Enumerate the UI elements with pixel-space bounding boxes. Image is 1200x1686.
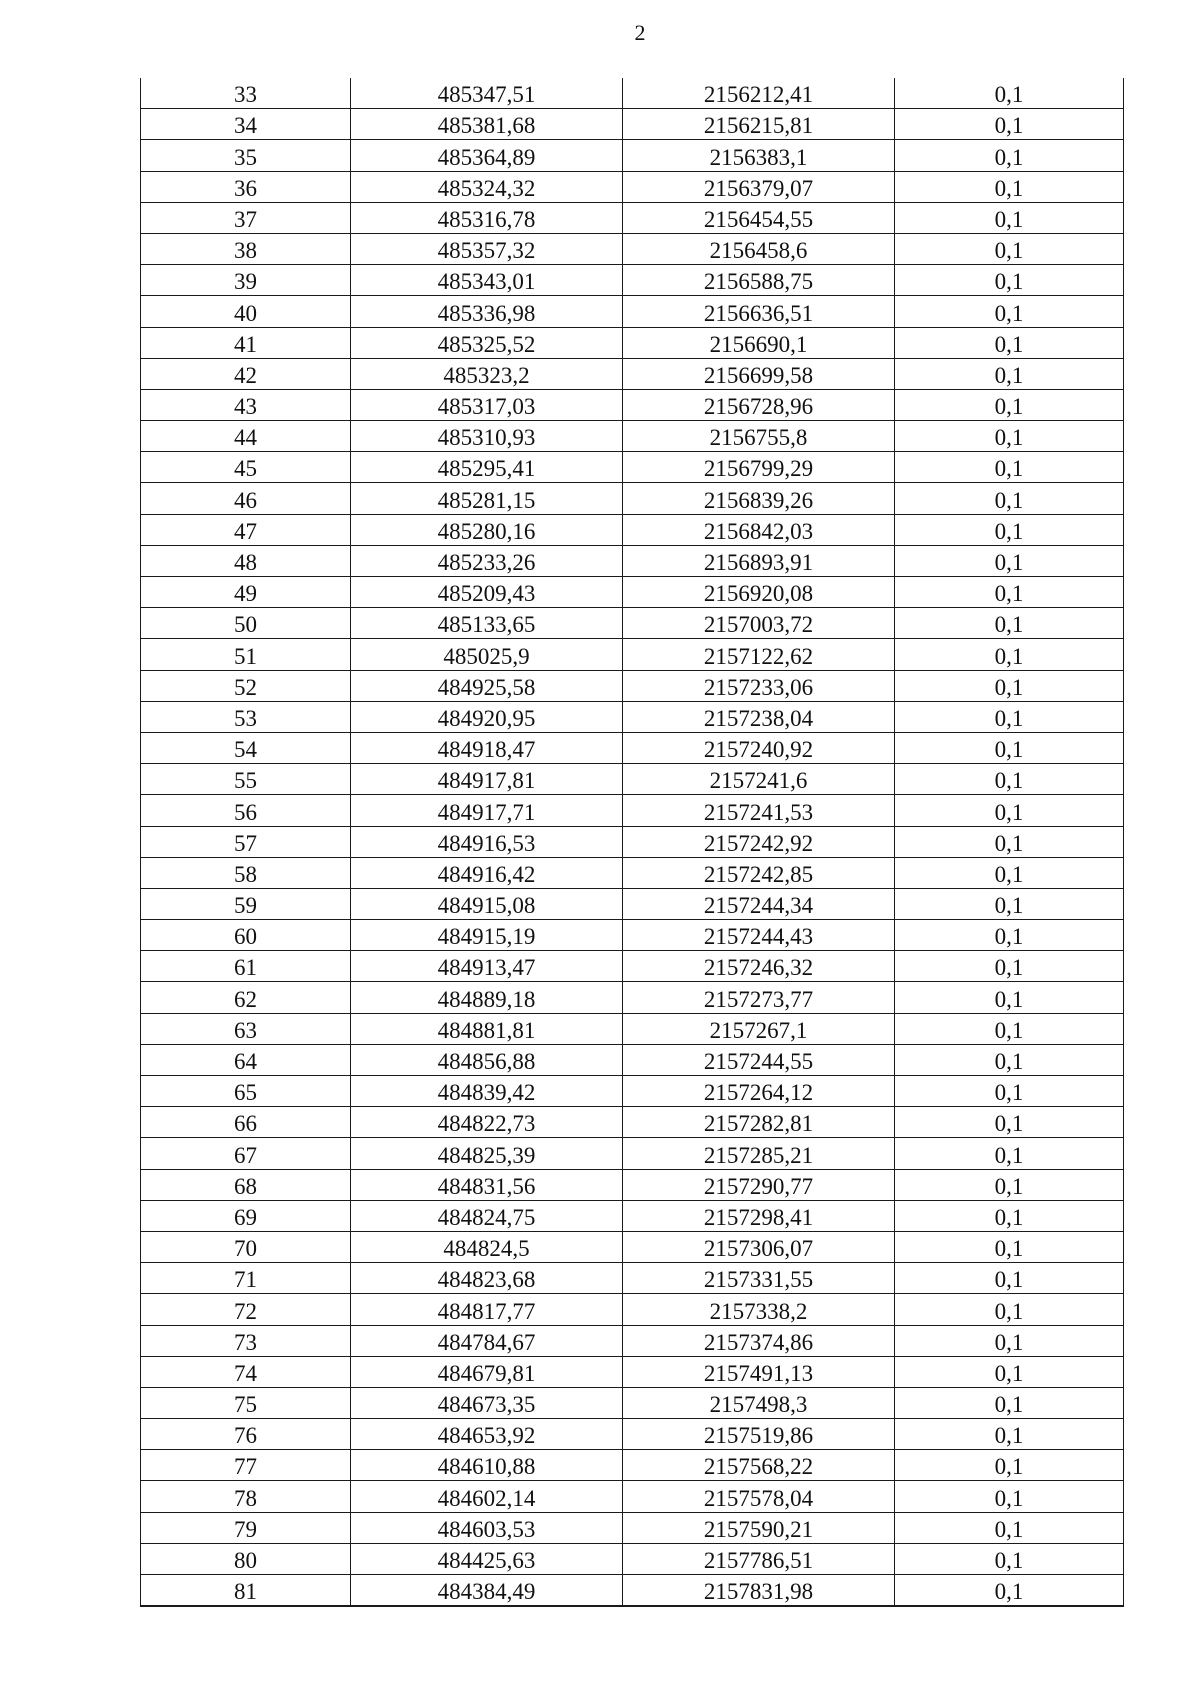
y-coordinate-cell: 2157786,51 xyxy=(623,1543,895,1574)
point-number-cell: 54 xyxy=(141,732,351,763)
accuracy-cell: 0,1 xyxy=(895,982,1124,1013)
accuracy-cell: 0,1 xyxy=(895,826,1124,857)
y-coordinate-cell: 2157491,13 xyxy=(623,1356,895,1387)
accuracy-cell: 0,1 xyxy=(895,421,1124,452)
y-coordinate-cell: 2156690,1 xyxy=(623,327,895,358)
y-coordinate-cell: 2156893,91 xyxy=(623,545,895,576)
table-row xyxy=(141,1231,1124,1262)
y-coordinate-cell: 2157267,1 xyxy=(623,1013,895,1044)
point-number-cell: 43 xyxy=(141,389,351,420)
table-row xyxy=(141,1013,1124,1044)
y-coordinate-cell: 2157273,77 xyxy=(623,982,895,1013)
accuracy-cell: 0,1 xyxy=(895,577,1124,608)
accuracy-cell: 0,1 xyxy=(895,1481,1124,1512)
point-number-cell: 38 xyxy=(141,233,351,264)
accuracy-cell: 0,1 xyxy=(895,1575,1124,1607)
x-coordinate-cell: 484920,95 xyxy=(351,701,623,732)
accuracy-cell: 0,1 xyxy=(895,1169,1124,1200)
table-row xyxy=(141,1294,1124,1325)
table-row xyxy=(141,265,1124,296)
x-coordinate-cell: 484384,49 xyxy=(351,1575,623,1607)
point-number-cell: 68 xyxy=(141,1169,351,1200)
point-number-cell: 33 xyxy=(141,78,351,109)
x-coordinate-cell: 484856,88 xyxy=(351,1044,623,1075)
table-row xyxy=(141,1263,1124,1294)
y-coordinate-cell: 2157264,12 xyxy=(623,1076,895,1107)
table-row xyxy=(141,608,1124,639)
point-number-cell: 79 xyxy=(141,1512,351,1543)
point-number-cell: 72 xyxy=(141,1294,351,1325)
table-row xyxy=(141,951,1124,982)
table-row xyxy=(141,670,1124,701)
point-number-cell: 37 xyxy=(141,202,351,233)
accuracy-cell: 0,1 xyxy=(895,202,1124,233)
accuracy-cell: 0,1 xyxy=(895,1450,1124,1481)
x-coordinate-cell: 484823,68 xyxy=(351,1263,623,1294)
table-row xyxy=(141,327,1124,358)
x-coordinate-cell: 484915,19 xyxy=(351,920,623,951)
accuracy-cell: 0,1 xyxy=(895,265,1124,296)
accuracy-cell: 0,1 xyxy=(895,514,1124,545)
point-number-cell: 48 xyxy=(141,545,351,576)
x-coordinate-cell: 484916,53 xyxy=(351,826,623,857)
y-coordinate-cell: 2156920,08 xyxy=(623,577,895,608)
accuracy-cell: 0,1 xyxy=(895,545,1124,576)
x-coordinate-cell: 484913,47 xyxy=(351,951,623,982)
y-coordinate-cell: 2156799,29 xyxy=(623,452,895,483)
x-coordinate-cell: 484824,5 xyxy=(351,1231,623,1262)
y-coordinate-cell: 2157590,21 xyxy=(623,1512,895,1543)
x-coordinate-cell: 485317,03 xyxy=(351,389,623,420)
point-number-cell: 53 xyxy=(141,701,351,732)
y-coordinate-cell: 2156728,96 xyxy=(623,389,895,420)
y-coordinate-cell: 2156454,55 xyxy=(623,202,895,233)
y-coordinate-cell: 2157246,32 xyxy=(623,951,895,982)
y-coordinate-cell: 2156458,6 xyxy=(623,233,895,264)
y-coordinate-cell: 2157244,55 xyxy=(623,1044,895,1075)
y-coordinate-cell: 2157306,07 xyxy=(623,1231,895,1262)
table-row xyxy=(141,857,1124,888)
x-coordinate-cell: 485133,65 xyxy=(351,608,623,639)
x-coordinate-cell: 485233,26 xyxy=(351,545,623,576)
accuracy-cell: 0,1 xyxy=(895,857,1124,888)
x-coordinate-cell: 484917,71 xyxy=(351,795,623,826)
y-coordinate-cell: 2157242,85 xyxy=(623,857,895,888)
table-row xyxy=(141,140,1124,171)
point-number-cell: 81 xyxy=(141,1575,351,1607)
accuracy-cell: 0,1 xyxy=(895,389,1124,420)
point-number-cell: 73 xyxy=(141,1325,351,1356)
y-coordinate-cell: 2157374,86 xyxy=(623,1325,895,1356)
accuracy-cell: 0,1 xyxy=(895,109,1124,140)
y-coordinate-cell: 2156699,58 xyxy=(623,358,895,389)
accuracy-cell: 0,1 xyxy=(895,1543,1124,1574)
point-number-cell: 62 xyxy=(141,982,351,1013)
table-row xyxy=(141,296,1124,327)
point-number-cell: 42 xyxy=(141,358,351,389)
table-row xyxy=(141,764,1124,795)
accuracy-cell: 0,1 xyxy=(895,1044,1124,1075)
accuracy-cell: 0,1 xyxy=(895,1138,1124,1169)
x-coordinate-cell: 484917,81 xyxy=(351,764,623,795)
x-coordinate-cell: 484784,67 xyxy=(351,1325,623,1356)
table-row xyxy=(141,982,1124,1013)
point-number-cell: 57 xyxy=(141,826,351,857)
table-row xyxy=(141,1044,1124,1075)
accuracy-cell: 0,1 xyxy=(895,795,1124,826)
accuracy-cell: 0,1 xyxy=(895,358,1124,389)
accuracy-cell: 0,1 xyxy=(895,701,1124,732)
y-coordinate-cell: 2157240,92 xyxy=(623,732,895,763)
x-coordinate-cell: 485364,89 xyxy=(351,140,623,171)
y-coordinate-cell: 2156212,41 xyxy=(623,78,895,109)
table-row xyxy=(141,639,1124,670)
x-coordinate-cell: 484918,47 xyxy=(351,732,623,763)
point-number-cell: 49 xyxy=(141,577,351,608)
x-coordinate-cell: 485281,15 xyxy=(351,483,623,514)
table-row xyxy=(141,109,1124,140)
x-coordinate-cell: 484610,88 xyxy=(351,1450,623,1481)
accuracy-cell: 0,1 xyxy=(895,1231,1124,1262)
table-row xyxy=(141,1481,1124,1512)
x-coordinate-cell: 484831,56 xyxy=(351,1169,623,1200)
table-row xyxy=(141,1450,1124,1481)
table-row xyxy=(141,202,1124,233)
accuracy-cell: 0,1 xyxy=(895,1294,1124,1325)
y-coordinate-cell: 2157831,98 xyxy=(623,1575,895,1607)
point-number-cell: 78 xyxy=(141,1481,351,1512)
x-coordinate-cell: 485381,68 xyxy=(351,109,623,140)
y-coordinate-cell: 2157338,2 xyxy=(623,1294,895,1325)
accuracy-cell: 0,1 xyxy=(895,951,1124,982)
x-coordinate-cell: 485357,32 xyxy=(351,233,623,264)
accuracy-cell: 0,1 xyxy=(895,1107,1124,1138)
x-coordinate-cell: 484603,53 xyxy=(351,1512,623,1543)
point-number-cell: 41 xyxy=(141,327,351,358)
x-coordinate-cell: 485310,93 xyxy=(351,421,623,452)
accuracy-cell: 0,1 xyxy=(895,1419,1124,1450)
point-number-cell: 77 xyxy=(141,1450,351,1481)
y-coordinate-cell: 2157498,3 xyxy=(623,1387,895,1418)
point-number-cell: 56 xyxy=(141,795,351,826)
table-row xyxy=(141,1419,1124,1450)
y-coordinate-cell: 2157233,06 xyxy=(623,670,895,701)
table-row xyxy=(141,545,1124,576)
x-coordinate-cell: 484822,73 xyxy=(351,1107,623,1138)
x-coordinate-cell: 484925,58 xyxy=(351,670,623,701)
x-coordinate-cell: 484839,42 xyxy=(351,1076,623,1107)
accuracy-cell: 0,1 xyxy=(895,171,1124,202)
point-number-cell: 67 xyxy=(141,1138,351,1169)
x-coordinate-cell: 485323,2 xyxy=(351,358,623,389)
point-number-cell: 51 xyxy=(141,639,351,670)
point-number-cell: 50 xyxy=(141,608,351,639)
accuracy-cell: 0,1 xyxy=(895,920,1124,951)
x-coordinate-cell: 485025,9 xyxy=(351,639,623,670)
accuracy-cell: 0,1 xyxy=(895,1013,1124,1044)
point-number-cell: 52 xyxy=(141,670,351,701)
coordinates-table xyxy=(140,78,1124,1607)
point-number-cell: 64 xyxy=(141,1044,351,1075)
x-coordinate-cell: 485295,41 xyxy=(351,452,623,483)
table-row xyxy=(141,826,1124,857)
table-row xyxy=(141,1543,1124,1574)
table-row xyxy=(141,233,1124,264)
table-row xyxy=(141,1387,1124,1418)
accuracy-cell: 0,1 xyxy=(895,1325,1124,1356)
table-row xyxy=(141,701,1124,732)
y-coordinate-cell: 2157519,86 xyxy=(623,1419,895,1450)
y-coordinate-cell: 2156215,81 xyxy=(623,109,895,140)
y-coordinate-cell: 2157122,62 xyxy=(623,639,895,670)
y-coordinate-cell: 2157244,43 xyxy=(623,920,895,951)
accuracy-cell: 0,1 xyxy=(895,888,1124,919)
accuracy-cell: 0,1 xyxy=(895,670,1124,701)
point-number-cell: 60 xyxy=(141,920,351,951)
y-coordinate-cell: 2157244,34 xyxy=(623,888,895,919)
point-number-cell: 76 xyxy=(141,1419,351,1450)
point-number-cell: 39 xyxy=(141,265,351,296)
point-number-cell: 55 xyxy=(141,764,351,795)
x-coordinate-cell: 485209,43 xyxy=(351,577,623,608)
point-number-cell: 40 xyxy=(141,296,351,327)
y-coordinate-cell: 2156839,26 xyxy=(623,483,895,514)
accuracy-cell: 0,1 xyxy=(895,78,1124,109)
x-coordinate-cell: 484825,39 xyxy=(351,1138,623,1169)
x-coordinate-cell: 484817,77 xyxy=(351,1294,623,1325)
point-number-cell: 47 xyxy=(141,514,351,545)
table-row xyxy=(141,78,1124,109)
x-coordinate-cell: 485316,78 xyxy=(351,202,623,233)
table-row xyxy=(141,1107,1124,1138)
y-coordinate-cell: 2157238,04 xyxy=(623,701,895,732)
y-coordinate-cell: 2156383,1 xyxy=(623,140,895,171)
y-coordinate-cell: 2157578,04 xyxy=(623,1481,895,1512)
y-coordinate-cell: 2157003,72 xyxy=(623,608,895,639)
x-coordinate-cell: 484824,75 xyxy=(351,1200,623,1231)
table-row xyxy=(141,452,1124,483)
accuracy-cell: 0,1 xyxy=(895,1263,1124,1294)
table-row xyxy=(141,795,1124,826)
table-row xyxy=(141,1169,1124,1200)
point-number-cell: 71 xyxy=(141,1263,351,1294)
y-coordinate-cell: 2157242,92 xyxy=(623,826,895,857)
accuracy-cell: 0,1 xyxy=(895,639,1124,670)
x-coordinate-cell: 485325,52 xyxy=(351,327,623,358)
accuracy-cell: 0,1 xyxy=(895,1200,1124,1231)
accuracy-cell: 0,1 xyxy=(895,1076,1124,1107)
y-coordinate-cell: 2156379,07 xyxy=(623,171,895,202)
accuracy-cell: 0,1 xyxy=(895,140,1124,171)
x-coordinate-cell: 484679,81 xyxy=(351,1356,623,1387)
x-coordinate-cell: 484916,42 xyxy=(351,857,623,888)
table-row xyxy=(141,1076,1124,1107)
point-number-cell: 80 xyxy=(141,1543,351,1574)
table-row xyxy=(141,1138,1124,1169)
y-coordinate-cell: 2157290,77 xyxy=(623,1169,895,1200)
table-row xyxy=(141,358,1124,389)
y-coordinate-cell: 2157298,41 xyxy=(623,1200,895,1231)
accuracy-cell: 0,1 xyxy=(895,296,1124,327)
y-coordinate-cell: 2157241,6 xyxy=(623,764,895,795)
x-coordinate-cell: 485336,98 xyxy=(351,296,623,327)
y-coordinate-cell: 2156636,51 xyxy=(623,296,895,327)
x-coordinate-cell: 484889,18 xyxy=(351,982,623,1013)
x-coordinate-cell: 484915,08 xyxy=(351,888,623,919)
point-number-cell: 35 xyxy=(141,140,351,171)
point-number-cell: 59 xyxy=(141,888,351,919)
point-number-cell: 46 xyxy=(141,483,351,514)
accuracy-cell: 0,1 xyxy=(895,764,1124,795)
y-coordinate-cell: 2157241,53 xyxy=(623,795,895,826)
point-number-cell: 65 xyxy=(141,1076,351,1107)
accuracy-cell: 0,1 xyxy=(895,1387,1124,1418)
point-number-cell: 70 xyxy=(141,1231,351,1262)
y-coordinate-cell: 2156588,75 xyxy=(623,265,895,296)
y-coordinate-cell: 2156755,8 xyxy=(623,421,895,452)
accuracy-cell: 0,1 xyxy=(895,452,1124,483)
accuracy-cell: 0,1 xyxy=(895,1512,1124,1543)
accuracy-cell: 0,1 xyxy=(895,732,1124,763)
point-number-cell: 66 xyxy=(141,1107,351,1138)
table-row xyxy=(141,1200,1124,1231)
point-number-cell: 69 xyxy=(141,1200,351,1231)
table-row xyxy=(141,920,1124,951)
table-row xyxy=(141,1512,1124,1543)
point-number-cell: 75 xyxy=(141,1387,351,1418)
point-number-cell: 61 xyxy=(141,951,351,982)
x-coordinate-cell: 484425,63 xyxy=(351,1543,623,1574)
table-row xyxy=(141,577,1124,608)
x-coordinate-cell: 485343,01 xyxy=(351,265,623,296)
y-coordinate-cell: 2157568,22 xyxy=(623,1450,895,1481)
table-row xyxy=(141,421,1124,452)
point-number-cell: 63 xyxy=(141,1013,351,1044)
table-row xyxy=(141,888,1124,919)
accuracy-cell: 0,1 xyxy=(895,483,1124,514)
y-coordinate-cell: 2157331,55 xyxy=(623,1263,895,1294)
point-number-cell: 45 xyxy=(141,452,351,483)
accuracy-cell: 0,1 xyxy=(895,327,1124,358)
point-number-cell: 44 xyxy=(141,421,351,452)
y-coordinate-cell: 2156842,03 xyxy=(623,514,895,545)
table-row xyxy=(141,389,1124,420)
accuracy-cell: 0,1 xyxy=(895,608,1124,639)
table-row xyxy=(141,732,1124,763)
table-row xyxy=(141,1356,1124,1387)
x-coordinate-cell: 484602,14 xyxy=(351,1481,623,1512)
point-number-cell: 36 xyxy=(141,171,351,202)
accuracy-cell: 0,1 xyxy=(895,1356,1124,1387)
table-row xyxy=(141,483,1124,514)
y-coordinate-cell: 2157285,21 xyxy=(623,1138,895,1169)
point-number-cell: 34 xyxy=(141,109,351,140)
accuracy-cell: 0,1 xyxy=(895,233,1124,264)
table-row xyxy=(141,1325,1124,1356)
x-coordinate-cell: 485280,16 xyxy=(351,514,623,545)
x-coordinate-cell: 484653,92 xyxy=(351,1419,623,1450)
table-row xyxy=(141,1575,1124,1607)
x-coordinate-cell: 485347,51 xyxy=(351,78,623,109)
page-number: 2 xyxy=(634,20,646,45)
y-coordinate-cell: 2157282,81 xyxy=(623,1107,895,1138)
x-coordinate-cell: 485324,32 xyxy=(351,171,623,202)
table-row xyxy=(141,514,1124,545)
table-row xyxy=(141,171,1124,202)
point-number-cell: 58 xyxy=(141,857,351,888)
x-coordinate-cell: 484881,81 xyxy=(351,1013,623,1044)
x-coordinate-cell: 484673,35 xyxy=(351,1387,623,1418)
point-number-cell: 74 xyxy=(141,1356,351,1387)
coordinates-table-body xyxy=(141,78,1124,1606)
